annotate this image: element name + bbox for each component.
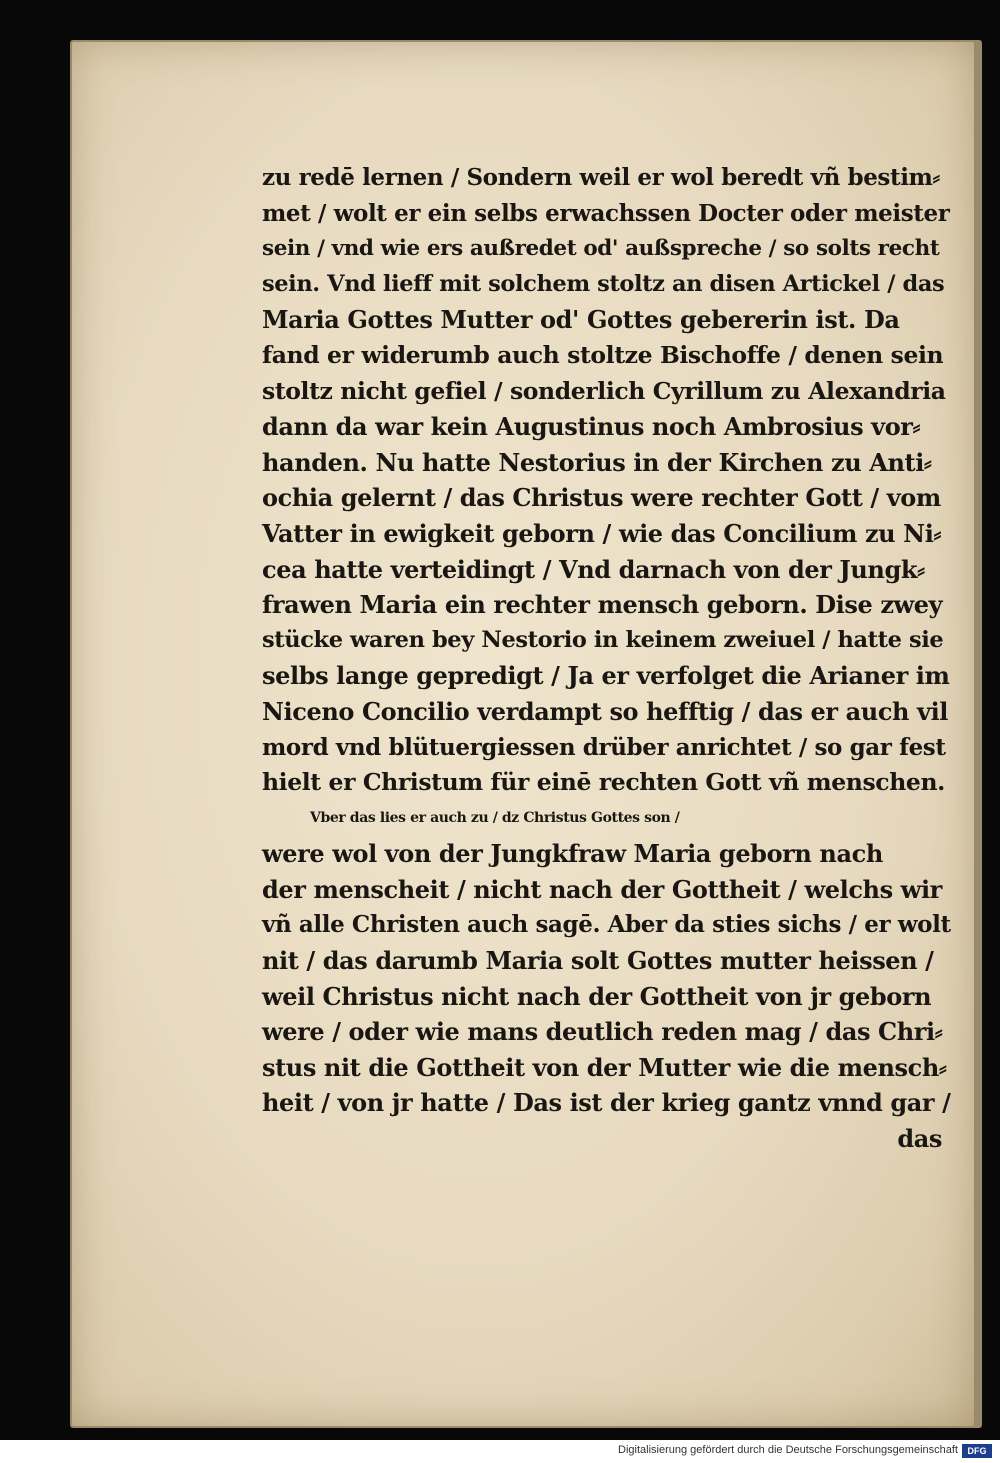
text-line: stoltz nicht gefiel / sonderlich Cyrillum zu Alexandria xyxy=(262,376,946,405)
text-line: dann da war kein Augustinus noch Ambrosius vor⸗ xyxy=(262,412,921,442)
text-line: sein / vnd wie ers außredet od' außspreche / so solts recht xyxy=(262,236,940,262)
text-line: handen. Nu hatte Nestorius in der Kirchen zu Anti⸗ xyxy=(262,447,932,477)
text-line: met / wolt er ein selbs erwachssen Docter oder meister xyxy=(262,199,950,227)
text-line: cea hatte verteidingt / Vnd darnach von der Jungk⸗ xyxy=(262,554,925,584)
text-line: vñ alle Christen auch sagē. Aber da sties sichs / er wolt xyxy=(262,911,951,939)
text-line: ochia gelernt / das Christus were rechter Gott / vom xyxy=(262,483,941,513)
dfg-logo-icon: DFG xyxy=(962,1444,992,1458)
catchword: das xyxy=(897,1124,942,1154)
text-line: hielt er Christum für einē rechten Gott vñ menschen. xyxy=(262,768,945,797)
text-line: weil Christus nicht nach der Gottheit von jr geborn xyxy=(262,981,932,1011)
text-block xyxy=(262,160,952,1157)
text-line: frawen Maria ein rechter mensch geborn. Dise zwey xyxy=(262,590,943,620)
text-line: nit / das darumb Maria solt Gottes mutter heissen / xyxy=(262,946,934,976)
text-line: were / oder wie mans deutlich reden mag / das Chri⸗ xyxy=(262,1017,943,1047)
text-line: Vatter in ewigkeit geborn / wie das Concilium zu Ni⸗ xyxy=(262,518,942,548)
text-line: mord vnd blütuergiessen drüber anrichtet / so gar fest xyxy=(262,733,946,761)
text-line: sein. Vnd lieff mit solchem stoltz an disen Artickel / das xyxy=(262,270,945,297)
text-line: zu redē lernen / Sondern weil er wol beredt vñ bestim⸗ xyxy=(262,164,940,191)
text-line: Niceno Concilio verdampt so hefftig / das er auch vil xyxy=(262,696,949,726)
text-line: Maria Gottes Mutter od' Gottes gebererin ist. Da xyxy=(262,305,900,335)
text-line: selbs lange gepredigt / Ja er verfolget die Arianer im xyxy=(262,661,950,691)
text-line: Vber das lies er auch zu / dz Christus Gottes son / xyxy=(310,809,680,826)
text-line: stücke waren bey Nestorio in keinem zweiuel / hatte sie xyxy=(262,626,944,653)
text-line: fand er widerumb auch stoltze Bischoffe / denen sein xyxy=(262,340,944,369)
text-line: der menscheit / nicht nach der Gottheit / welchs wir xyxy=(262,874,942,904)
footer-bar xyxy=(0,1440,1000,1463)
text-line: were wol von der Jungkfraw Maria geborn nach xyxy=(262,839,883,869)
text-line: stus nit die Gottheit von der Mutter wie die mensch⸗ xyxy=(262,1052,947,1082)
text-line: heit / von jr hatte / Das ist der krieg gantz vnnd gar / xyxy=(262,1088,951,1118)
funding-credit: Digitalisierung gefördert durch die Deutsche Forschungsgemeinschaft xyxy=(618,1444,958,1456)
